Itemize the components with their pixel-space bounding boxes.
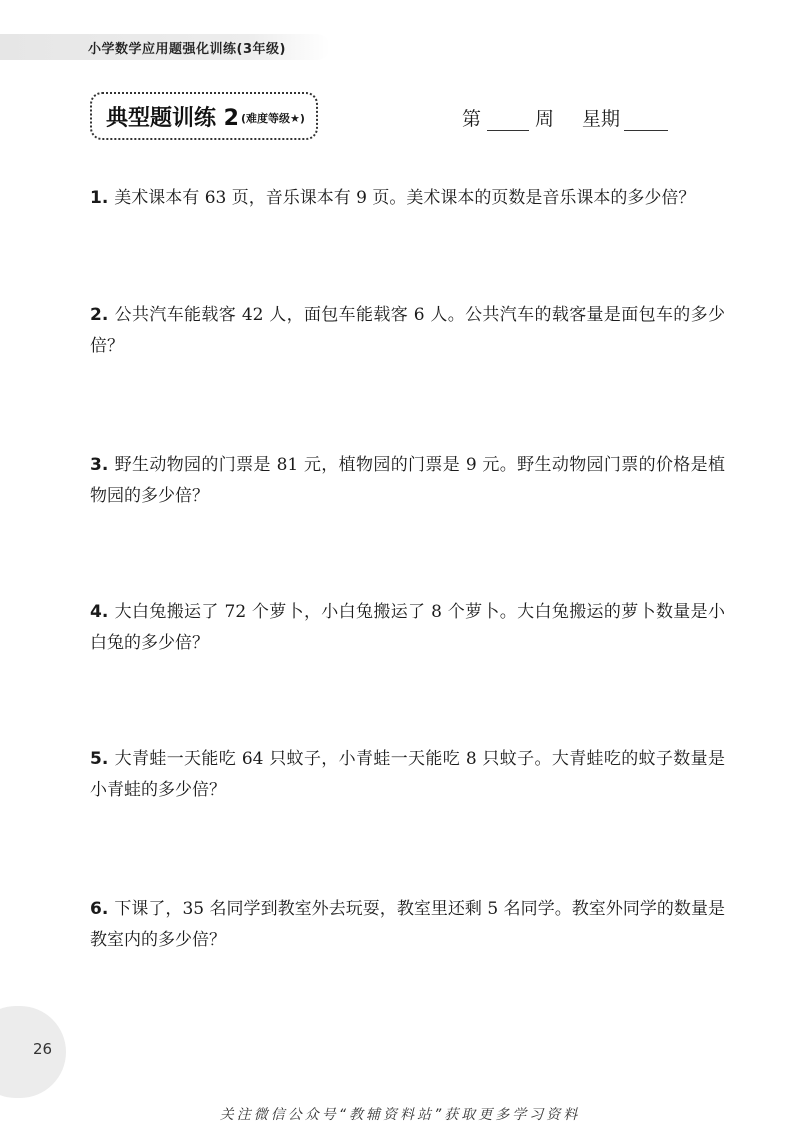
problem-text: 大白兔搬运了 72 个萝卜，小白兔搬运了 8 个萝卜。大白兔搬运的萝卜数量是小白兔的多少倍？	[90, 602, 725, 653]
problem-number: 5.	[90, 749, 109, 769]
footer-note: 关注微信公众号“教辅资料站”获取更多学习资料	[219, 1107, 581, 1123]
book-title: 小学数学应用题强化训练(3年级)	[88, 42, 286, 57]
problem-text: 公共汽车能载客 42 人，面包车能载客 6 人。公共汽车的载客量是面包车的多少倍？	[90, 305, 725, 356]
problem-2	[90, 300, 725, 362]
problem-1	[90, 183, 725, 214]
problem-text: 野生动物园的门票是 81 元，植物园的门票是 9 元。野生动物园门票的价格是植物园的多少倍？	[90, 455, 725, 506]
weekday-label: 星期	[582, 108, 621, 130]
week-day-fields	[462, 104, 668, 131]
page-number: 26	[33, 1040, 53, 1058]
section-title: 典型题训练 2	[106, 105, 239, 131]
weekday-blank[interactable]	[624, 108, 668, 131]
difficulty-label: (难度等级★)	[240, 112, 305, 125]
problem-4	[90, 597, 725, 659]
week-blank[interactable]	[487, 108, 529, 131]
problem-text: 美术课本有 63 页，音乐课本有 9 页。美术课本的页数是音乐课本的多少倍？	[114, 188, 696, 208]
problem-6	[90, 894, 725, 956]
problem-text: 大青蛙一天能吃 64 只蚊子，小青蛙一天能吃 8 只蚊子。大青蛙吃的蚊子数量是小青蛙的多少倍？	[90, 749, 725, 800]
section-title-box	[90, 92, 318, 140]
problem-number: 4.	[90, 602, 109, 622]
problem-number: 2.	[90, 305, 109, 325]
problem-3	[90, 450, 725, 512]
week-suffix: 周	[535, 108, 555, 130]
problem-text: 下课了，35 名同学到教室外去玩耍，教室里还剩 5 名同学。教室外同学的数量是教室内的多少倍？	[90, 899, 725, 950]
problem-number: 1.	[90, 188, 109, 208]
week-prefix: 第	[462, 108, 482, 130]
problem-number: 3.	[90, 455, 109, 475]
problem-number: 6.	[90, 899, 109, 919]
problem-5	[90, 744, 725, 806]
